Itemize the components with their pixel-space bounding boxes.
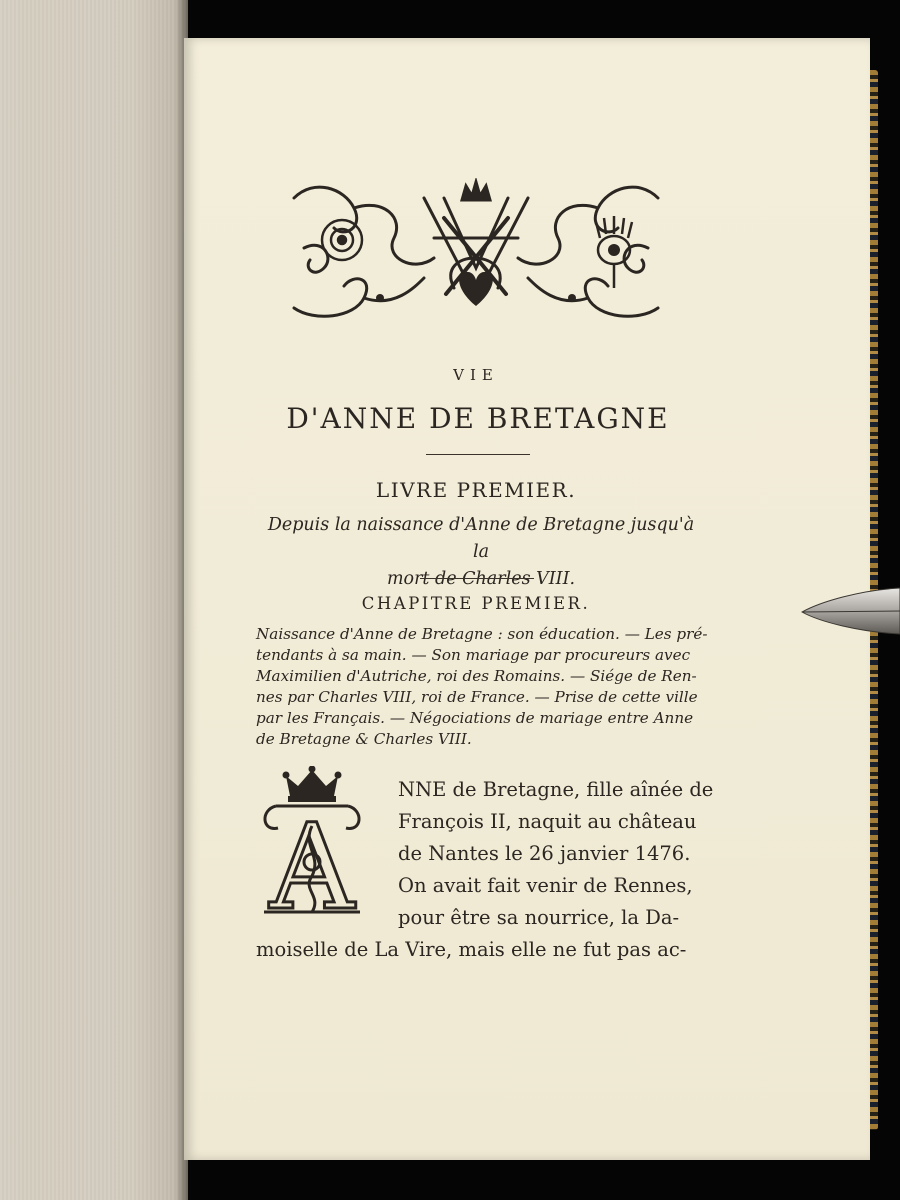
body-line: NNE de Bretagne, fille aînée de — [398, 778, 714, 801]
pre-title: VIE — [453, 366, 499, 384]
summary-line: tendants à sa main. — Son mariage par procureurs avec — [256, 646, 691, 664]
summary-line: par les Français. — Négociations de mariage entre Anne — [256, 709, 694, 727]
title-divider — [426, 454, 530, 455]
body-line: François II, naquit au château — [398, 810, 697, 833]
body-line: pour être sa nourrice, la Da- — [398, 906, 680, 929]
pen-nib-icon — [800, 584, 900, 640]
book-subtitle-line: Depuis la naissance d'Anne de Bretagne jusqu'à la — [267, 515, 695, 562]
drop-cap-ornament — [256, 766, 368, 916]
summary-line: Naissance d'Anne de Bretagne : son éducation. — Les pré- — [256, 625, 708, 643]
summary-line: Maximilien d'Autriche, roi des Romains. — Siége de Ren- — [256, 667, 697, 685]
body-line: de Nantes le 26 janvier 1476. — [398, 842, 691, 865]
chapter-heading: CHAPITRE PREMIER. — [361, 594, 591, 613]
subtitle-divider — [420, 578, 534, 579]
page-title: D'ANNE DE BRETAGNE — [286, 402, 670, 435]
summary-line: nes par Charles VIII, roi de France. — Prise de cette ville — [256, 688, 698, 706]
drop-cap-letter: A — [269, 798, 355, 916]
summary-line: de Bretagne & Charles VIII. — [256, 730, 472, 748]
book-page — [184, 38, 870, 1160]
body-text-indented — [398, 774, 714, 934]
headpiece-ornament — [284, 178, 668, 322]
book-heading: LIVRE PREMIER. — [375, 478, 577, 502]
book-subtitle-line: mort de Charles VIII. — [386, 569, 576, 589]
chapter-summary — [256, 624, 708, 750]
body-line-full: moiselle de La Vire, mais elle ne fut pas ac- — [256, 938, 687, 961]
body-line: On avait fait venir de Rennes, — [398, 874, 693, 897]
left-facing-page — [0, 0, 188, 1200]
book-subtitle — [258, 512, 704, 593]
